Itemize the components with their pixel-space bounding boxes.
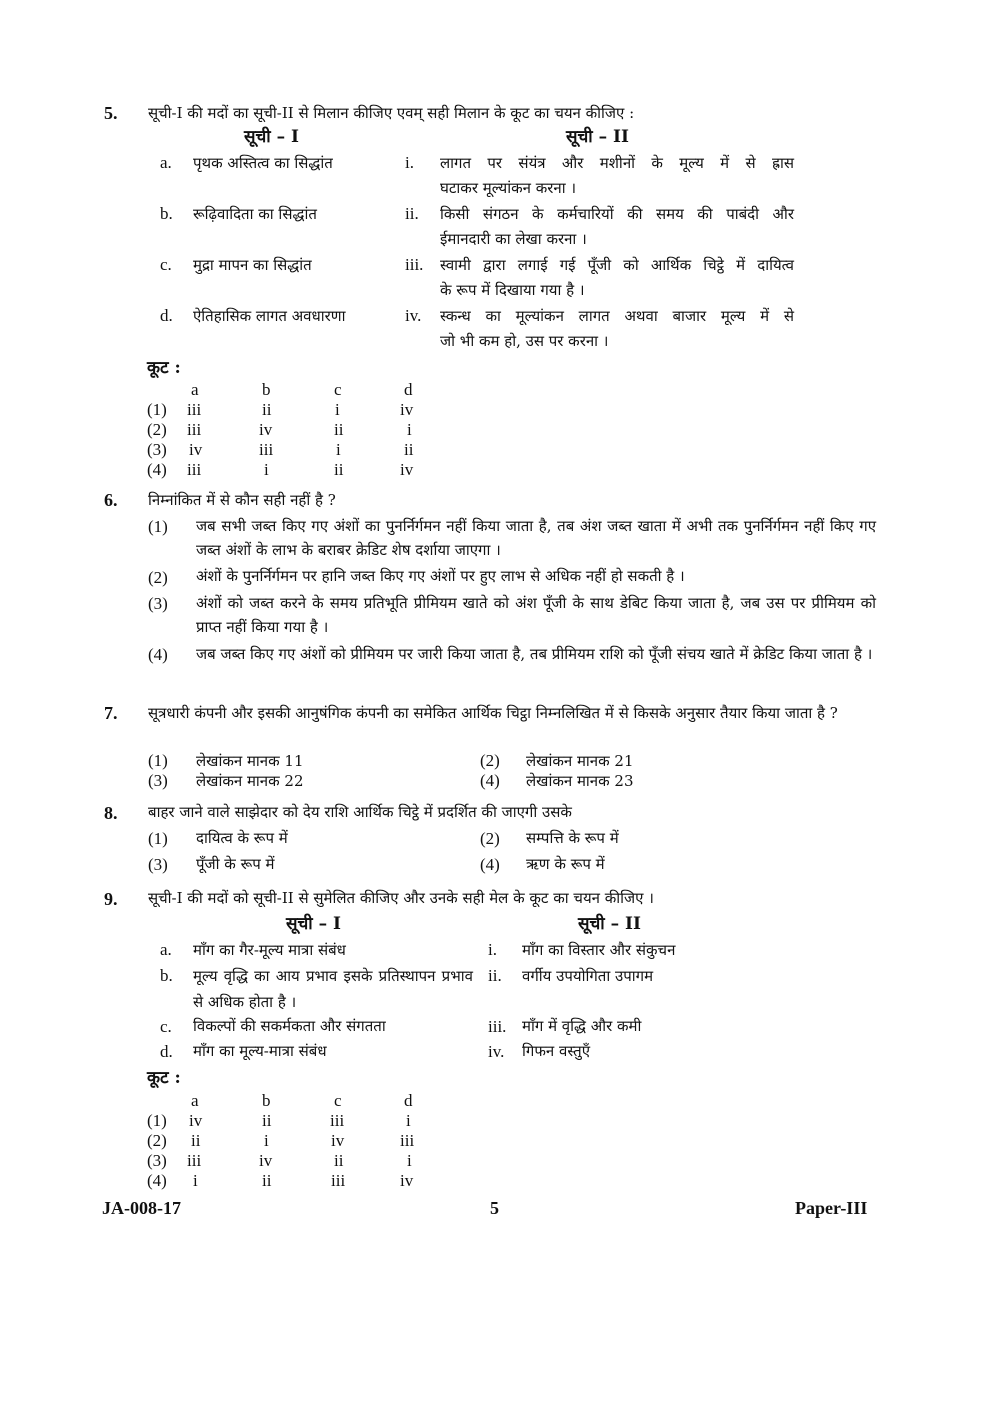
list1-item: मुद्रा मापन का सिद्धांत: [193, 256, 312, 274]
option-text: अंशों के पुनर्निर्गमन पर हानि जब्त किए गए अंशों पर हुए लाभ से अधिक नहीं हो सकती है ।: [196, 567, 685, 585]
code-header: d: [404, 1091, 413, 1110]
option-label: (2): [480, 751, 500, 770]
question-text: सूची-I की मदों को सूची-II से सुमेलित कीजिए और उनके सही मेल के कूट का चयन कीजिए ।: [148, 889, 654, 907]
list1-heading: सूची – I: [286, 914, 341, 934]
list2-item-cont: ईमानदारी का लेखा करना ।: [440, 230, 587, 248]
list2-label: ii.: [405, 204, 419, 223]
code-value: iv: [189, 1111, 203, 1130]
question-number: 6.: [104, 490, 118, 510]
code-option: (2): [147, 1131, 167, 1150]
list2-heading: सूची – II: [566, 127, 629, 147]
list2-label: iv.: [488, 1042, 505, 1061]
option-label: (2): [480, 829, 500, 848]
code-value: iv: [259, 1151, 273, 1170]
list2-label: i.: [405, 153, 414, 172]
code-value: iv: [331, 1131, 345, 1150]
code-option: (3): [147, 440, 167, 459]
code-value: i: [336, 440, 341, 459]
list2-item: स्कन्ध का मूल्यांकन लागत अथवा बाजार मूल्य में से: [440, 307, 794, 325]
option-label: (3): [148, 594, 168, 613]
code-header: b: [262, 1091, 271, 1110]
code-option: (1): [147, 400, 167, 419]
code-option: (4): [147, 1171, 167, 1190]
list2-label: ii.: [488, 966, 502, 985]
option-text: जब जब्त किए गए अंशों को प्रीमियम पर जारी किया जाता है, तब प्रीमियम राशि को पूँजी संचय खाते में क्रेडिट किया जाता है ।: [196, 645, 873, 663]
page-number: 5: [490, 1198, 499, 1218]
option-label: (1): [148, 829, 168, 848]
option-label: (3): [148, 771, 168, 790]
code-value: iii: [187, 1151, 202, 1170]
code-value: i: [264, 460, 269, 479]
code-value: iii: [187, 460, 202, 479]
code-option: (2): [147, 420, 167, 439]
list2-item-cont: जो भी कम हो, उस पर करना ।: [440, 332, 609, 350]
code-value: i: [407, 1151, 412, 1170]
code-value: ii: [334, 420, 344, 439]
option-text: लेखांकन मानक 23: [526, 772, 634, 790]
option-text: जब सभी जब्त किए गए अंशों का पुनर्निर्गमन नहीं किया जाता है, तब अंश जब्त खाता में अभी तक पुनर्निर्गमन नहीं किए गए जब्त अंशों के लाभ के बराबर क्रेडिट शेष दर्शाया जाएगा ।: [196, 517, 876, 559]
list2-label: iv.: [405, 306, 422, 325]
code-value: i: [407, 420, 412, 439]
list1-label: c.: [160, 255, 172, 274]
option-label: (2): [148, 568, 168, 587]
code-value: ii: [404, 440, 414, 459]
code-value: iii: [330, 1111, 345, 1130]
code-value: iv: [189, 440, 203, 459]
option-text: अंशों को जब्त करने के समय प्रतिभूति प्रीमियम खाते को अंश पूँजी के साथ डेबिट किया जाता है, जब उस पर प्रीमियम को प्राप्त नहीं किया गया है ।: [196, 594, 876, 636]
code-value: ii: [334, 460, 344, 479]
code-value: iv: [400, 1171, 414, 1190]
list1-item: माँग का मूल्य-मात्रा संबंध: [193, 1042, 327, 1060]
code-value: iv: [259, 420, 273, 439]
code-header: a: [191, 1091, 199, 1110]
code-option: (3): [147, 1151, 167, 1170]
option-text: सम्पत्ति के रूप में: [526, 829, 619, 847]
code-value: iv: [400, 460, 414, 479]
code-value: i: [264, 1131, 269, 1150]
list2-label: iii.: [488, 1017, 507, 1036]
list1-heading: सूची – I: [244, 127, 299, 147]
list2-heading: सूची – II: [578, 914, 641, 934]
code-value: iii: [187, 420, 202, 439]
code-header: c: [334, 380, 342, 399]
code-header: a: [191, 380, 199, 399]
question-number: 9.: [104, 889, 118, 909]
list1-item: रूढ़िवादिता का सिद्धांत: [193, 205, 317, 223]
question-text: सूत्रधारी कंपनी और इसकी आनुषंगिक कंपनी का समेकित आर्थिक चिट्ठा निम्नलिखित में से किसके अनुसार तैयार किया जाता है ?: [148, 704, 838, 722]
code-value: ii: [262, 1111, 272, 1130]
code-header: b: [262, 380, 271, 399]
option-label: (1): [148, 751, 168, 770]
code-value: iii: [331, 1171, 346, 1190]
option-text: ऋण के रूप में: [526, 855, 605, 873]
question-text: सूची-I की मदों का सूची-II से मिलान कीजिए एवम् सही मिलान के कूट का चयन कीजिए :: [148, 104, 635, 122]
question-number: 8.: [104, 803, 118, 823]
list2-label: iii.: [405, 255, 424, 274]
list1-label: a.: [160, 940, 172, 959]
code-value: ii: [191, 1131, 201, 1150]
code-value: ii: [262, 400, 272, 419]
list2-item-cont: घटाकर मूल्यांकन करना ।: [440, 179, 577, 197]
code-option: (4): [147, 460, 167, 479]
list1-label: b.: [160, 204, 173, 223]
question-number: 5.: [104, 103, 118, 123]
option-label: (3): [148, 855, 168, 874]
option-label: (1): [148, 517, 168, 536]
code-option: (1): [147, 1111, 167, 1130]
list2-item: वर्गीय उपयोगिता उपागम: [522, 967, 654, 985]
option-text: दायित्व के रूप में: [196, 829, 288, 847]
option-text: लेखांकन मानक 22: [196, 772, 304, 790]
code-header: d: [404, 380, 413, 399]
code-label: कूट :: [147, 1068, 181, 1088]
code-value: iii: [400, 1131, 415, 1150]
question-text: बाहर जाने वाले साझेदार को देय राशि आर्थिक चिट्ठे में प्रदर्शित की जाएगी उसके: [148, 803, 572, 821]
list1-item: मूल्य वृद्धि का आय प्रभाव इसके प्रतिस्थापन प्रभाव से अधिक होता है ।: [193, 967, 473, 1011]
list2-item: लागत पर संयंत्र और मशीनों के मूल्य में से ह्रास: [440, 154, 794, 172]
list2-label: i.: [488, 940, 497, 959]
code-value: ii: [334, 1151, 344, 1170]
code-value: i: [193, 1171, 198, 1190]
list1-item: ऐतिहासिक लागत अवधारणा: [193, 307, 346, 325]
list1-label: c.: [160, 1017, 172, 1036]
code-value: iv: [400, 400, 414, 419]
list1-item: माँग का गैर-मूल्य मात्रा संबंध: [193, 941, 346, 959]
list2-item: स्वामी द्वारा लगाई गई पूँजी को आर्थिक चिट्ठे में दायित्व: [440, 256, 794, 274]
question-number: 7.: [104, 703, 118, 723]
code-value: ii: [262, 1171, 272, 1190]
list2-item: गिफन वस्तुएँ: [522, 1042, 591, 1060]
exam-code: JA-008-17: [102, 1198, 181, 1218]
list2-item: माँग का विस्तार और संकुचन: [522, 941, 676, 959]
option-label: (4): [480, 855, 500, 874]
code-value: iii: [187, 400, 202, 419]
code-value: i: [335, 400, 340, 419]
code-header: c: [334, 1091, 342, 1110]
list1-label: d.: [160, 1042, 173, 1061]
list1-item: विकल्पों की सकर्मकता और संगतता: [193, 1017, 386, 1035]
option-label: (4): [148, 645, 168, 664]
list1-label: b.: [160, 966, 173, 985]
option-label: (4): [480, 771, 500, 790]
list2-item: किसी संगठन के कर्मचारियों की समय की पाबंदी और: [440, 205, 794, 223]
code-label: कूट :: [147, 358, 181, 378]
list1-label: a.: [160, 153, 172, 172]
code-value: iii: [259, 440, 274, 459]
question-text: निम्नांकित में से कौन सही नहीं है ?: [148, 491, 336, 509]
code-value: i: [406, 1111, 411, 1130]
list2-item: माँग में वृद्धि और कमी: [522, 1017, 642, 1035]
option-text: लेखांकन मानक 11: [196, 752, 304, 770]
list2-item-cont: के रूप में दिखाया गया है ।: [440, 281, 585, 299]
option-text: लेखांकन मानक 21: [526, 752, 634, 770]
list1-item: पृथक अस्तित्व का सिद्धांत: [193, 154, 333, 172]
paper-label: Paper-III: [795, 1198, 868, 1218]
list1-label: d.: [160, 306, 173, 325]
option-text: पूँजी के रूप में: [196, 855, 275, 873]
